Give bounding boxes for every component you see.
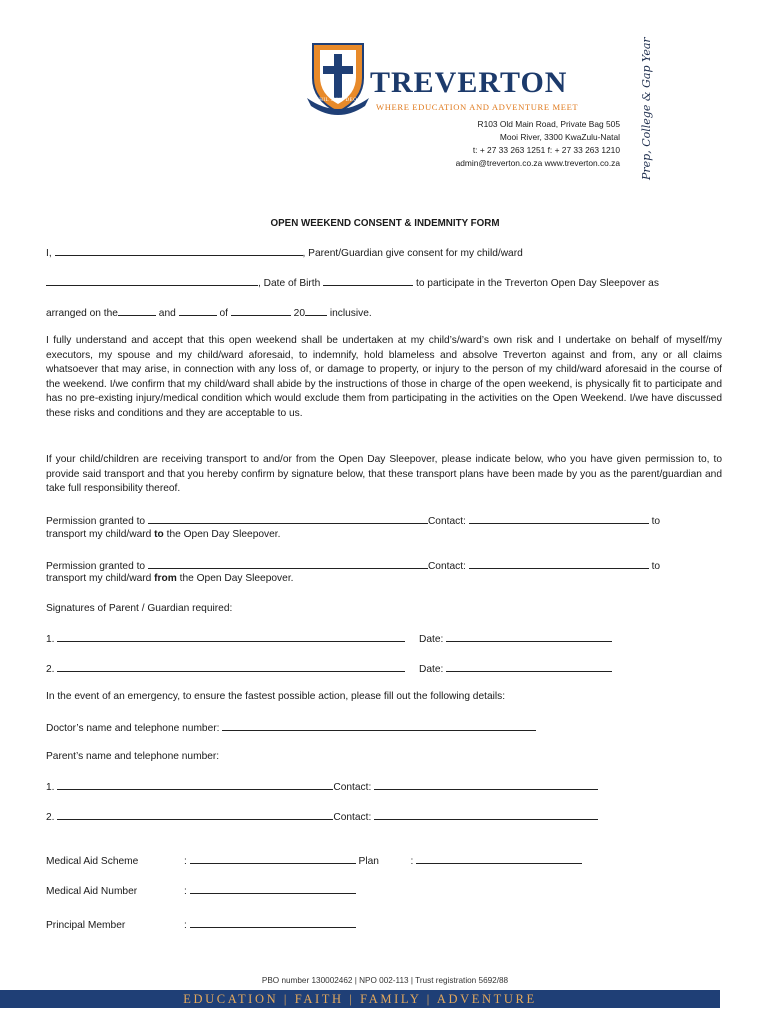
signature-row-1: 1. Date: [46, 632, 612, 645]
medical-scheme-row: Medical Aid Scheme : Plan : [46, 854, 582, 867]
parent-2-name-field[interactable] [57, 810, 333, 820]
child-name-field[interactable] [46, 276, 258, 286]
address-line: Mooi River, 3300 KwaZulu-Natal [499, 132, 620, 142]
medical-number-field[interactable] [190, 884, 356, 894]
permission-to-line: Permission granted to Contact: to [46, 516, 661, 527]
school-tagline: WHERE EDUCATION AND ADVENTURE MEET [376, 102, 579, 112]
indemnity-paragraph: I fully understand and accept that this open weekend shall be undertaken at my child’s/ward’s own risk and I undertake on behalf of myself/my executors, my spouse and my child/ward aforesaid, to indemnify, hold blameless and absolve Treverton against and from, any or all claims whatsoever that may arise, in connection with any loss of, or damage to property, or injury to the person of my child/ward aforesaid in the course of the weekend. I/we confirm that my child/ward shall abide by the instructions of those in charge of the open weekend, is physically fit to participate and has no pre-existing injury/medical condition which would exclude them from participating in the activities on the Open Weekend. I/we have discussed these risks and conditions and they are acceptable to us. [46, 335, 722, 419]
parent-1-contact-field[interactable] [374, 780, 598, 790]
parent-2-contact-field[interactable] [374, 810, 598, 820]
parent-1-name-field[interactable] [57, 780, 333, 790]
address-line: R103 Old Main Road, Private Bag 505 [477, 119, 620, 129]
transport-from-line: transport my child/ward from the Open Day Sleepover. [46, 573, 294, 584]
parent-name-field[interactable] [55, 246, 303, 256]
doctor-field[interactable] [222, 721, 536, 731]
crest-shield-icon [305, 40, 371, 116]
address-line: admin@treverton.co.za www.treverton.co.za [455, 158, 620, 168]
medical-scheme-field[interactable] [190, 854, 356, 864]
signatures-label: Signatures of Parent / Guardian required: [46, 603, 233, 614]
parent-label: Parent’s name and telephone number: [46, 751, 220, 762]
signature-2-field[interactable] [57, 662, 405, 672]
month-field[interactable] [231, 306, 291, 316]
transport-paragraph: If your child/children are receiving transport to and/or from the Open Day Sleepover, please indicate below, who you have given permission to, to provide said transport and that you hereby confirm by signature below, that these transport plans have been made by you as the parent/guardian and take full responsibility thereof. [46, 454, 722, 495]
form-title: OPEN WEEKEND CONSENT & INDEMNITY FORM [270, 218, 500, 229]
consent-line-3: arranged on the and of 20 inclusive. [46, 308, 372, 319]
consent-line-1: I, , Parent/Guardian give consent for my child/ward [46, 248, 523, 259]
permission-from-contact-field[interactable] [469, 559, 649, 569]
signature-1-date-field[interactable] [446, 632, 612, 642]
footer-values: EDUCATION | FAITH | FAMILY | ADVENTURE [183, 992, 537, 1006]
registration-info: PBO number 130002462 | NPO 002-113 | Trust registration 5692/88 [261, 976, 509, 985]
date-from-field[interactable] [118, 306, 156, 316]
signature-2-date-field[interactable] [446, 662, 612, 672]
consent-line-2: , Date of Birth to participate in the Treverton Open Day Sleepover as [46, 276, 659, 289]
signature-row-2: 2. Date: [46, 662, 612, 675]
plan-field[interactable] [416, 854, 582, 864]
transport-to-line: transport my child/ward to the Open Day Sleepover. [46, 529, 281, 540]
parent-row-2: 2. Contact: [46, 810, 598, 823]
principal-member-row: Principal Member : [46, 918, 356, 931]
doctor-line: Doctor’s name and telephone number: [46, 721, 536, 734]
school-crest [305, 40, 371, 116]
school-address [456, 118, 620, 170]
crest-motto: NIHIL SINE DEO [313, 98, 358, 103]
principal-member-field[interactable] [190, 918, 356, 928]
permission-from-line: Permission granted to Contact: to [46, 561, 661, 572]
medical-number-row: Medical Aid Number : [46, 884, 356, 897]
emergency-label: In the event of an emergency, to ensure the fastest possible action, please fill out the following details: [46, 691, 506, 702]
school-name: TREVERTON [370, 66, 568, 99]
address-line: t: + 27 33 263 1251 f: + 27 33 263 1210 [472, 145, 620, 155]
date-to-field[interactable] [179, 306, 217, 316]
permission-from-name-field[interactable] [148, 559, 428, 569]
permission-to-name-field[interactable] [148, 514, 428, 524]
dob-field[interactable] [323, 276, 413, 286]
side-label: Prep, College & Gap Year [640, 37, 653, 180]
signature-1-field[interactable] [57, 632, 405, 642]
permission-to-contact-field[interactable] [469, 514, 649, 524]
parent-row-1: 1. Contact: [46, 780, 598, 793]
year-field[interactable] [305, 306, 327, 316]
